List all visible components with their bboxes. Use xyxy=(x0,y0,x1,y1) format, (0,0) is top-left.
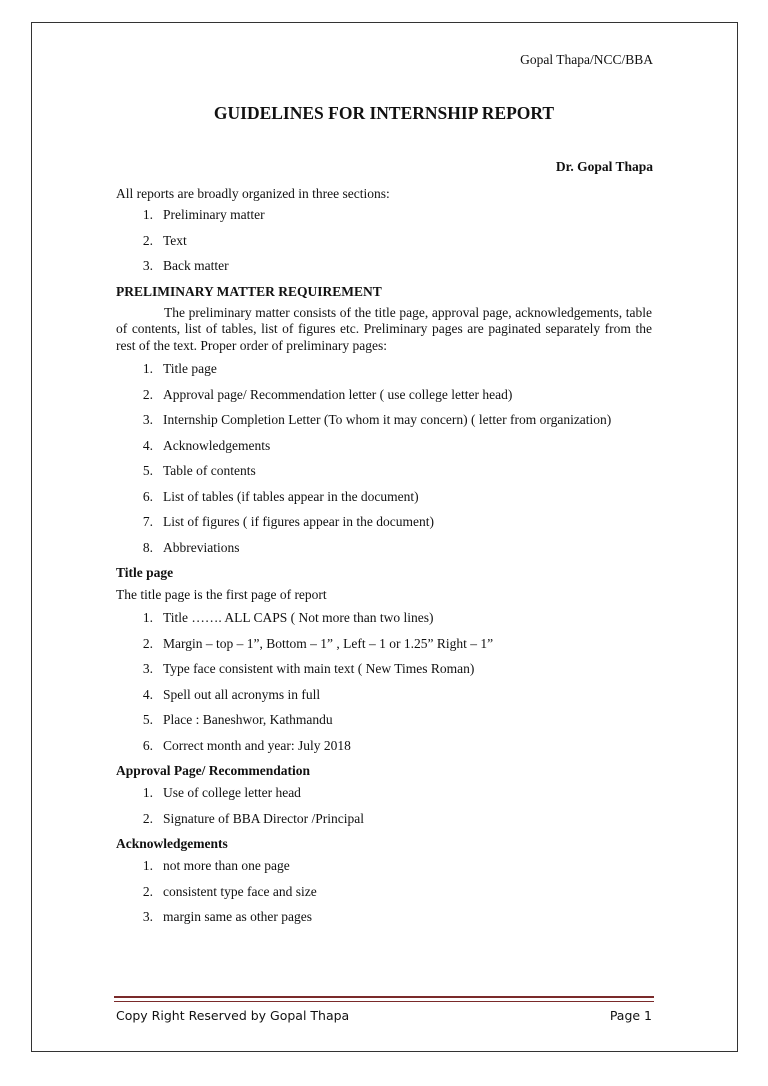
list-text: Approval page/ Recommendation letter ( use college letter head) xyxy=(163,386,513,402)
list-item xyxy=(116,857,652,874)
list-number: 8. xyxy=(142,539,153,555)
list-number: 7. xyxy=(142,514,153,529)
list-item xyxy=(116,908,652,925)
list-number: 2. xyxy=(142,810,153,826)
footer-rule xyxy=(114,996,654,998)
list-item xyxy=(116,539,652,556)
list-number: 1. xyxy=(142,610,153,625)
list-item xyxy=(116,883,652,900)
list-text: Table of contents xyxy=(163,463,256,478)
list-item xyxy=(116,609,652,626)
list-text: Back matter xyxy=(163,258,229,273)
list-number: 1. xyxy=(142,207,153,222)
list-text: Abbreviations xyxy=(163,539,240,555)
list-text: Preliminary matter xyxy=(163,207,265,222)
footer-copyright: Copy Right Reserved by Gopal Thapa xyxy=(116,1008,350,1023)
list-item xyxy=(116,437,652,454)
list-number: 5. xyxy=(142,712,153,727)
list-text: Margin – top – 1”, Bottom – 1” , Left – 1 or 1.25” Right – 1” xyxy=(163,635,494,651)
author-name: Dr. Gopal Thapa xyxy=(555,159,653,174)
list-item xyxy=(116,513,652,530)
list-text: margin same as other pages xyxy=(163,909,312,924)
section-heading-preliminary: PRELIMINARY MATTER REQUIREMENT xyxy=(116,283,382,299)
list-text: Correct month and year: July 2018 xyxy=(163,737,351,753)
section-heading-acknowledgements: Acknowledgements xyxy=(116,836,228,851)
list-number: 2. xyxy=(142,232,153,248)
document-body xyxy=(116,185,652,934)
list-number: 3. xyxy=(142,909,153,924)
list-item xyxy=(116,386,652,403)
list-item xyxy=(116,232,652,249)
approval-list xyxy=(116,784,652,827)
preliminary-list xyxy=(116,360,652,556)
list-item xyxy=(116,257,652,274)
list-item xyxy=(116,462,652,479)
running-header: Gopal Thapa/NCC/BBA xyxy=(520,52,653,67)
list-text: Title page xyxy=(163,361,217,376)
list-item xyxy=(116,488,652,505)
list-item xyxy=(116,635,652,652)
list-text: Internship Completion Letter (To whom it may concern) ( letter from organization) xyxy=(163,412,612,427)
list-text: not more than one page xyxy=(163,858,290,873)
list-text: Use of college letter head xyxy=(163,785,301,800)
section-heading-approval: Approval Page/ Recommendation xyxy=(116,763,310,778)
footer-page-number: Page 1 xyxy=(609,1008,652,1023)
list-number: 1. xyxy=(142,361,153,376)
list-text: Acknowledgements xyxy=(163,437,271,453)
list-number: 6. xyxy=(142,737,153,753)
list-item xyxy=(116,411,652,428)
intro-text: All reports are broadly organized in three sections: xyxy=(116,186,390,201)
list-number: 1. xyxy=(142,785,153,800)
list-number: 4. xyxy=(142,686,153,702)
document-title: GUIDELINES FOR INTERNSHIP REPORT xyxy=(213,103,555,123)
list-text: consistent type face and size xyxy=(163,883,317,899)
list-number: 2. xyxy=(142,883,153,899)
list-number: 1. xyxy=(142,858,153,873)
list-item xyxy=(116,711,652,728)
section-heading-title-page: Title page xyxy=(116,565,174,580)
title-page-lead: The title page is the first page of report xyxy=(116,587,327,602)
list-item xyxy=(116,660,652,677)
list-text: Type face consistent with main text ( New Times Roman) xyxy=(163,661,475,676)
list-text: Place : Baneshwor, Kathmandu xyxy=(163,712,333,727)
list-item xyxy=(116,686,652,703)
list-text: Spell out all acronyms in full xyxy=(163,686,321,702)
list-number: 5. xyxy=(142,463,153,478)
list-item xyxy=(116,206,652,223)
list-number: 4. xyxy=(142,437,153,453)
list-text: Signature of BBA Director /Principal xyxy=(163,810,364,826)
list-text: List of tables (if tables appear in the document) xyxy=(163,488,419,504)
list-item xyxy=(116,810,652,827)
list-number: 3. xyxy=(142,258,153,273)
acknowledgements-list xyxy=(116,857,652,925)
title-page-list xyxy=(116,609,652,754)
list-item xyxy=(116,784,652,801)
list-item xyxy=(116,360,652,377)
intro-list xyxy=(116,206,652,274)
list-text: List of figures ( if figures appear in the document) xyxy=(163,514,435,529)
list-text: Text xyxy=(163,232,187,248)
list-number: 3. xyxy=(142,412,153,427)
list-number: 2. xyxy=(142,386,153,402)
preliminary-paragraph: The preliminary matter consists of the title page, approval page, acknowledgements, table of contents, list of tables, list of figures etc. Preliminary pages are paginated separately from the rest of the text. Proper order of preliminary pages: xyxy=(116,304,652,353)
list-text: Title ……. ALL CAPS ( Not more than two lines) xyxy=(163,610,434,625)
list-number: 2. xyxy=(142,635,153,651)
list-item xyxy=(116,737,652,754)
footer-rule-thin xyxy=(114,1001,654,1002)
list-number: 3. xyxy=(142,661,153,676)
list-number: 6. xyxy=(142,488,153,504)
